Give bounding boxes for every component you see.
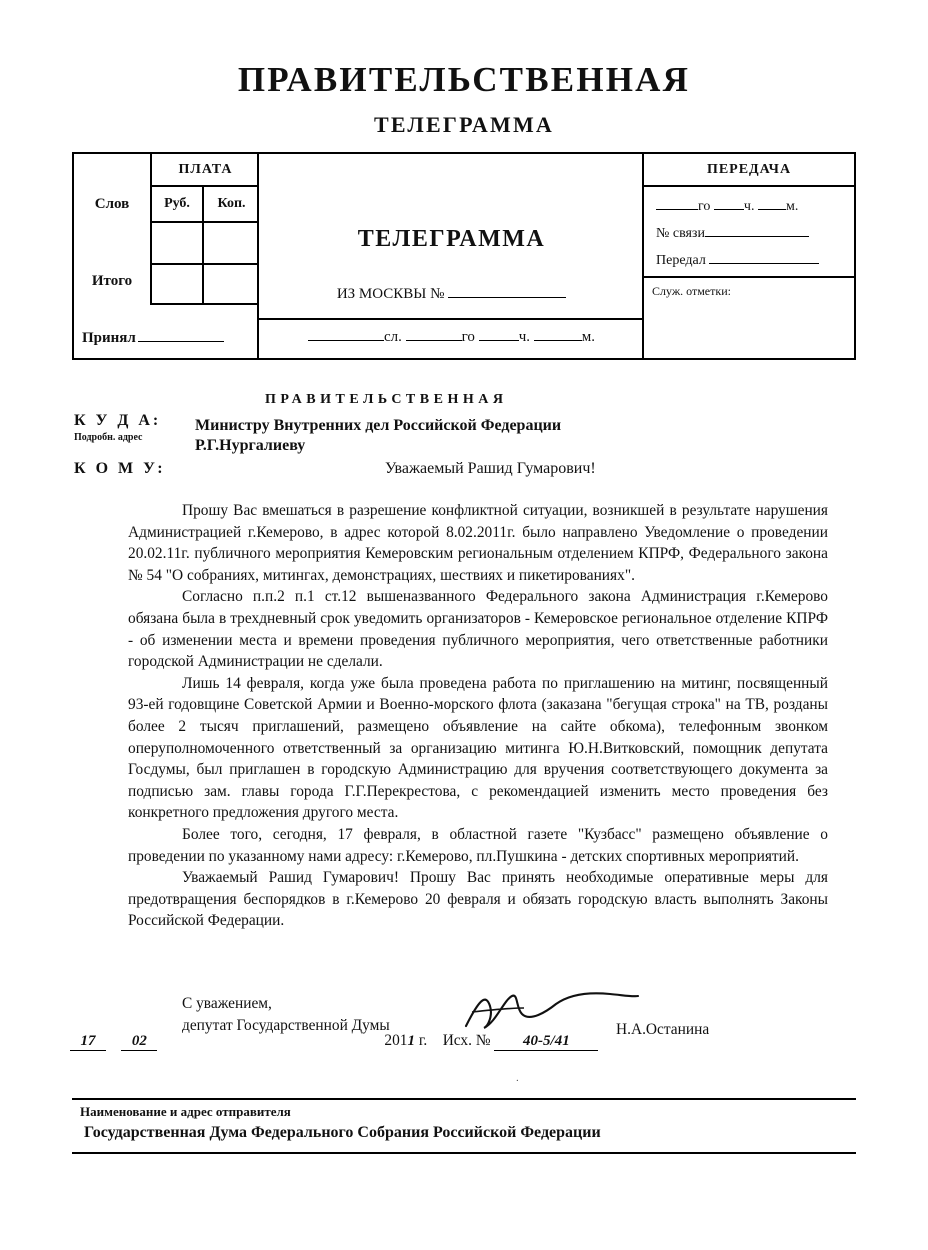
form-left-column (74, 154, 259, 358)
itogo-rub-cell[interactable] (150, 265, 202, 305)
m-label: м. (581, 329, 595, 345)
date-month: 02 (121, 1033, 157, 1051)
peredacha-header: ПЕРЕДАЧА (644, 154, 854, 187)
from-moscow-label: ИЗ МОСКВЫ № (336, 286, 445, 302)
body-paragraph: Лишь 14 февраля, когда уже была проведена работа по приглашению на митинг, посвященный 93-ей годовщине Советской Армии и Военно-морского флота (заказана "бегущая строка" на ТВ, розданы более 2 тысяч приглашений, размещено объявление на сайте обкома), телефонным звонком оперуполномоченного ответственный за организацию митинга Ю.Н.Витковский, помощник депутата Госдумы, был приглашен в городскую Администрацию для вручения соответствующего документа за подписью зам. главы города Г.Г.Перекрестова, с рекомендацией изменить место проведения без конкретного предложения другого места. (128, 674, 828, 822)
kuda-label: К У Д А: (74, 412, 162, 429)
svyaz-blank (705, 224, 809, 237)
ch-blank (479, 329, 519, 341)
signature-position: депутат Государственной Думы (182, 1017, 390, 1034)
m-blank (534, 329, 582, 341)
sender-organization: Государственная Дума Федерального Собрания Российской Федерации (84, 1124, 601, 1141)
recipient-title: Министру Внутренних дел Российской Федерации (195, 417, 562, 434)
sl-label: сл. (384, 329, 402, 345)
rub-value-cell[interactable] (150, 223, 202, 265)
plata-header: ПЛАТА (150, 154, 259, 187)
komu-label: К О М У: (74, 460, 166, 477)
footer-bottom-rule (72, 1152, 856, 1154)
transfer-min-blank (758, 198, 786, 210)
signature-respect: С уважением, (182, 995, 272, 1012)
prinyal-label: Принял (82, 330, 136, 346)
recipient-name: Р.Г.Нургалиеву (195, 437, 306, 454)
footer-top-rule (72, 1098, 856, 1100)
date-day: 17 (70, 1033, 106, 1051)
year-handwritten: 1 (407, 1033, 415, 1049)
signature-name: Н.А.Останина (616, 1021, 710, 1038)
peredal-field[interactable] (656, 251, 819, 269)
peredal-label: Передал (656, 253, 706, 268)
ch-label: ч. (518, 329, 530, 345)
ish-value: 40-5/41 (494, 1033, 598, 1051)
body-paragraph: Уважаемый Рашид Гумарович! Прошу Вас принять необходимые оперативные меры для предотвращения беспорядков в г.Кемерово 20 февраля и обязать городскую власть выполнять Законы Российской Федерации. (128, 869, 828, 930)
center-divider (259, 318, 644, 320)
prinyal-blank (138, 329, 224, 342)
sl-blank (308, 329, 384, 341)
handwritten-signature-icon (460, 988, 640, 1034)
prinyal-field[interactable] (74, 305, 259, 358)
government-marking: ПРАВИТЕЛЬСТВЕННАЯ (265, 392, 508, 407)
page-subtitle: ТЕЛЕГРАММА (373, 112, 555, 137)
kop-label: Коп. (202, 187, 259, 223)
page-title: ПРАВИТЕЛЬСТВЕННАЯ (237, 60, 691, 99)
peredal-blank (709, 251, 819, 264)
greeting-line: Уважаемый Рашид Гумарович! (385, 460, 596, 477)
year-suffix: г. (418, 1032, 428, 1049)
transfer-date-blank (656, 198, 698, 210)
svyaz-field[interactable] (656, 224, 809, 242)
center-telegram-title: ТЕЛЕГРАММА (357, 226, 546, 252)
form-center-column (259, 154, 644, 358)
transfer-hour-blank (714, 198, 744, 210)
body-paragraph: Более того, сегодня, 17 февраля, в областной газете "Кузбасс" размещено объявление о проведении по указанному нами адресу: г.Кемерово, пл.Пушкина - детских спортивных мероприятий. (128, 825, 828, 865)
from-moscow-field[interactable] (259, 286, 644, 303)
go-blank (406, 329, 462, 341)
kuda-sublabel: Подробн. адрес (74, 432, 143, 443)
from-moscow-blank (448, 286, 566, 298)
stray-mark: . (516, 1072, 519, 1084)
itogo-kop-cell[interactable] (202, 265, 259, 305)
year-prefix: 201 (384, 1032, 408, 1049)
letter-body (128, 500, 828, 932)
kop-value-cell[interactable] (202, 223, 259, 265)
body-paragraph: Прошу Вас вмешаться в разрешение конфликтной ситуации, возникшей в результате нарушения Администрацией г.Кемерово, в адрес которой 8.02.2011г. было направлено Уведомление о проведении 20.02.11г. публичного мероприятия Кемеровским региональным отделением КПРФ, Федерального закона № 54 "О собраниях, митингах, демонстрациях, шествиях и пикетированиях". (128, 502, 828, 584)
form-right-column (644, 154, 854, 358)
slov-label: Слов (94, 196, 130, 212)
right-divider (644, 276, 854, 278)
go-label: го (461, 329, 475, 345)
date-and-reference-row[interactable] (70, 1032, 598, 1051)
ish-label: Исх. № (442, 1032, 491, 1049)
telegram-form-table (72, 152, 856, 360)
transfer-time-field[interactable]: го ч. м. (656, 198, 798, 215)
itogo-label: Итого (91, 273, 133, 289)
svyaz-label: № связи (656, 226, 705, 241)
time-received-row[interactable] (259, 329, 644, 346)
rub-label: Руб. (150, 187, 202, 223)
sluzh-marks-label: Служ. отметки: (652, 284, 731, 298)
body-paragraph: Согласно п.п.2 п.1 ст.12 вышеназванного Федерального закона Администрация г.Кемерово обязана была в трехдневный срок уведомить организаторов - Кемеровское региональное отделение КПРФ - об изменении места и времени проведения публичного мероприятия, чего ответственные работники городской Администрации не сделали. (128, 588, 828, 671)
sender-label: Наименование и адрес отправителя (80, 1104, 291, 1119)
